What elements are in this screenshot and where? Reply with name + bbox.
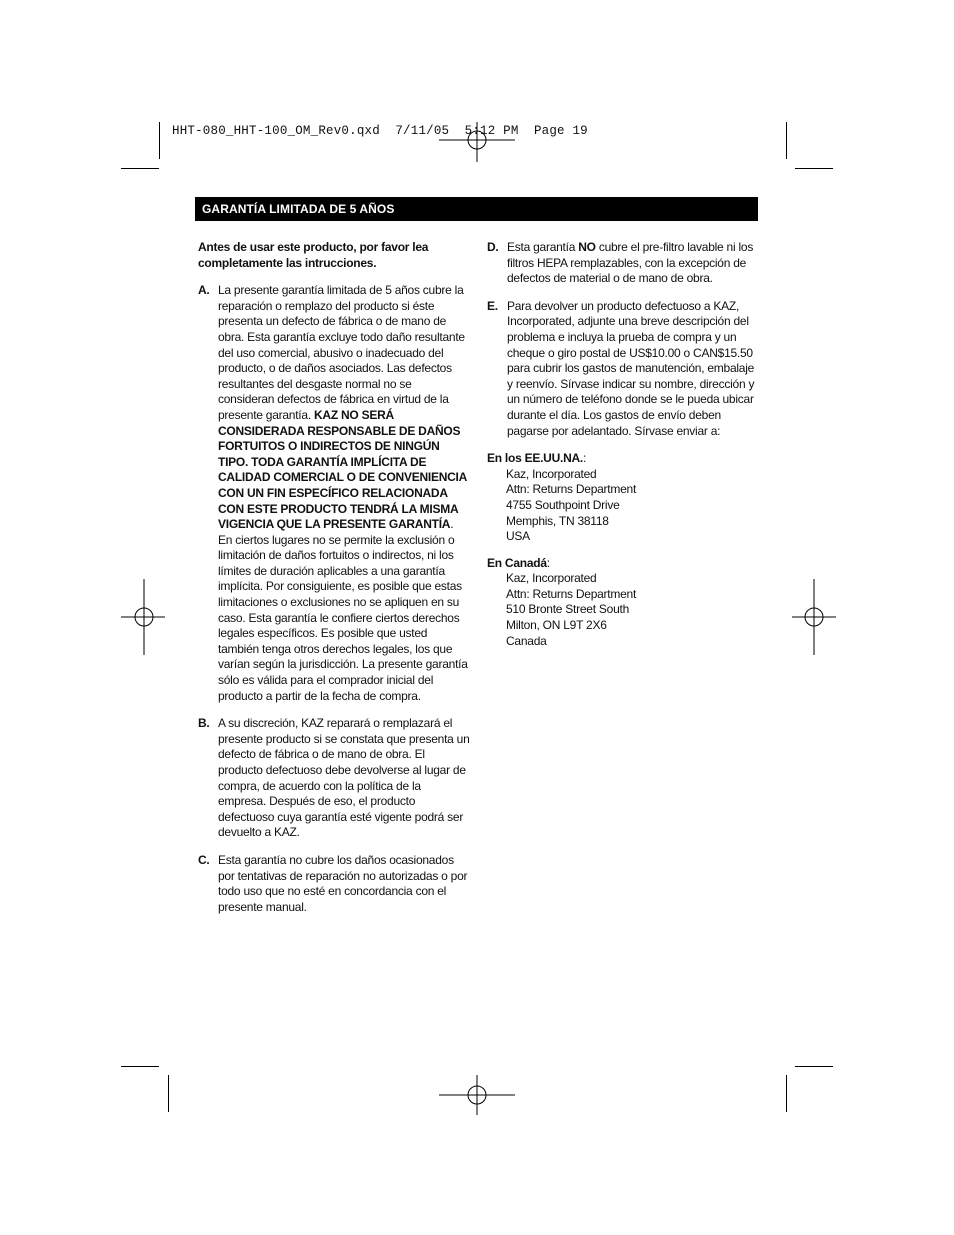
registration-mark-icon [439,1075,515,1115]
address-line: Attn: Returns Department [506,586,637,601]
crop-mark [168,1075,169,1112]
clause-label: B. [198,716,210,731]
clause-d [487,240,759,287]
clause-a-text: La presente garantía limitada de 5 años cubre la reparación o remplazo del producto si éste presenta un defecto de fábrica o de mano de obra. Esta garantía excluye todo daño resultante del uso comercial, abusivo o inadecuado del producto, o de daños asociados. Las defectos resultantes del desgaste normal no se consideran defectos de fábrica en virtud de la presente garantía. [218,283,465,422]
address-line: 4755 Southpoint Drive [506,497,620,512]
crop-mark [786,1075,787,1112]
crop-mark [121,168,159,169]
registration-mark-icon [792,579,836,655]
address-line: 510 Bronte Street South [506,602,630,617]
crop-mark [121,1066,159,1067]
crop-mark [795,1066,833,1067]
address-line: Kaz, Incorporated [506,466,597,481]
clause-a-bold-disclaimer: KAZ NO SERÁ CONSIDERADA RESPONSABLE DE DAÑOS FORTUITOS O INDIRECTOS DE NINGÚN TIPO. TODA GARANTÍA IMPLÍCITA DE CALIDAD COMERCIAL O DE CONVENIENCIA CON UN FIN ESPECÍFICO RELACIONADA CON ESTE PRODUCTO TENDRÁ LA MISMA VIGENCIA QUE LA PRESENTE GARANTÍA [218,407,467,532]
section-title: GARANTÍA LIMITADA DE 5 AÑOS [202,202,395,216]
canada-address-heading: En Canadá: [487,555,550,570]
address-line: Kaz, Incorporated [506,571,597,586]
address-line: Memphis, TN 38118 [506,513,609,528]
crop-mark [786,122,787,159]
clause-c-text: Esta garantía no cubre los daños ocasionados por tentativas de reparación no autorizadas o por todo uso que no esté en concordancia con el presente manual. [218,852,468,914]
crop-mark [795,168,833,169]
registration-mark-icon [121,579,165,655]
clause-a-text-2: En ciertos lugares no se permite la exclusión o limitación de daños fortuitos o indirectos, ni los límites de duración aplicables a una garantía implícita. Por consiguiente, es posible que estas limitaciones o exclusiones no se apliquen en su caso. Esta garantía le confiere ciertos derechos legales específicos. Es posible que usted también tenga otros derechos legales, los que varían según la jurisdicción. La presente garantía sólo es válida para el comprador inicial del producto a partir de la fecha de compra. [218,532,468,703]
clause-c [198,853,470,915]
usa-address [487,467,759,545]
right-column [487,240,759,660]
clause-e [487,299,759,439]
address-line: Attn: Returns Department [506,482,637,497]
clause-d-bold: NO [578,240,596,254]
clause-d-text-after: cubre el pre-filtro lavable ni los filtros HEPA remplazables, con la excepción de defectos de material o de mano de obra. [507,240,754,286]
clause-label: E. [487,298,498,313]
clause-e-text: Para devolver un producto defectuoso a KAZ, Incorporated, adjunte una breve descripción del problema e incluya la prueba de compra y un cheque o giro postal de US$10.00 o CAN$15.50 para cubrir los gastos de manutención, embalaje y reenvío. Sírvase indicar su nombre, dirección y un número de teléfono donde se le pueda ubicar durante el día. Los gastos de envío deben pagarse por adelantado. Sírvase enviar a: [507,298,755,438]
address-line: Milton, ON L9T 2X6 [506,618,607,633]
clause-text: La presente garantía limitada de 5 años cubre la reparación o remplazo del producto si éste presenta un defecto de fábrica o de mano de obra. Esta garantía excluye todo daño resultante del uso comercial, abusivo o inadecuado del producto, o de daños asociados. Las defectos resultantes del desgaste normal no se consideran defectos de fábrica en virtud de la presente garantía. KAZ NO SERÁ CONSIDERADA RESPONSABLE DE DAÑOS FORTUITOS O INDIRECTOS DE NINGÚN TIPO. TODA GARANTÍA IMPLÍCITA DE CALIDAD COMERCIAL O DE CONVENIENCIA CON UN FIN ESPECÍFICO RELACIONADA CON ESTE PRODUCTO TENDRÁ LA MISMA VIGENCIA QUE LA PRESENTE GARANTÍA. [218,283,467,532]
registration-mark-icon [439,122,515,162]
clause-d-text [507,240,759,287]
clause-a [198,283,470,704]
clause-label: D. [487,240,499,254]
left-column [198,240,470,927]
file-slug-line: HHT-080_HHT-100_OM_Rev0.qxd 7/11/05 5:12 PM Page 19 [172,124,588,138]
intro-paragraph: Antes de usar este producto, por favor lea completamente las intrucciones. [198,240,429,270]
canada-address [487,571,759,649]
address-line: Canada [506,633,547,648]
address-line: USA [506,529,530,544]
clause-b [198,716,470,841]
section-title-bar [195,197,758,221]
clause-label: C. [198,852,210,867]
clause-d-text-before: Esta garantía [507,240,576,254]
clause-b-text: A su discreción, KAZ reparará o remplazará el presente producto si se constata que presenta un defecto de fábrica o de mano de obra. El producto defectuoso debe devolverse al lugar de compra, de acuerdo con la política de la empresa. Después de eso, el producto defectuoso cuya garantía esté vigente podrá ser devuelto a KAZ. [218,716,470,840]
usa-address-heading: En los EE.UU.NA.: [487,451,587,466]
clause-label: A. [198,283,210,298]
crop-mark [159,122,160,159]
